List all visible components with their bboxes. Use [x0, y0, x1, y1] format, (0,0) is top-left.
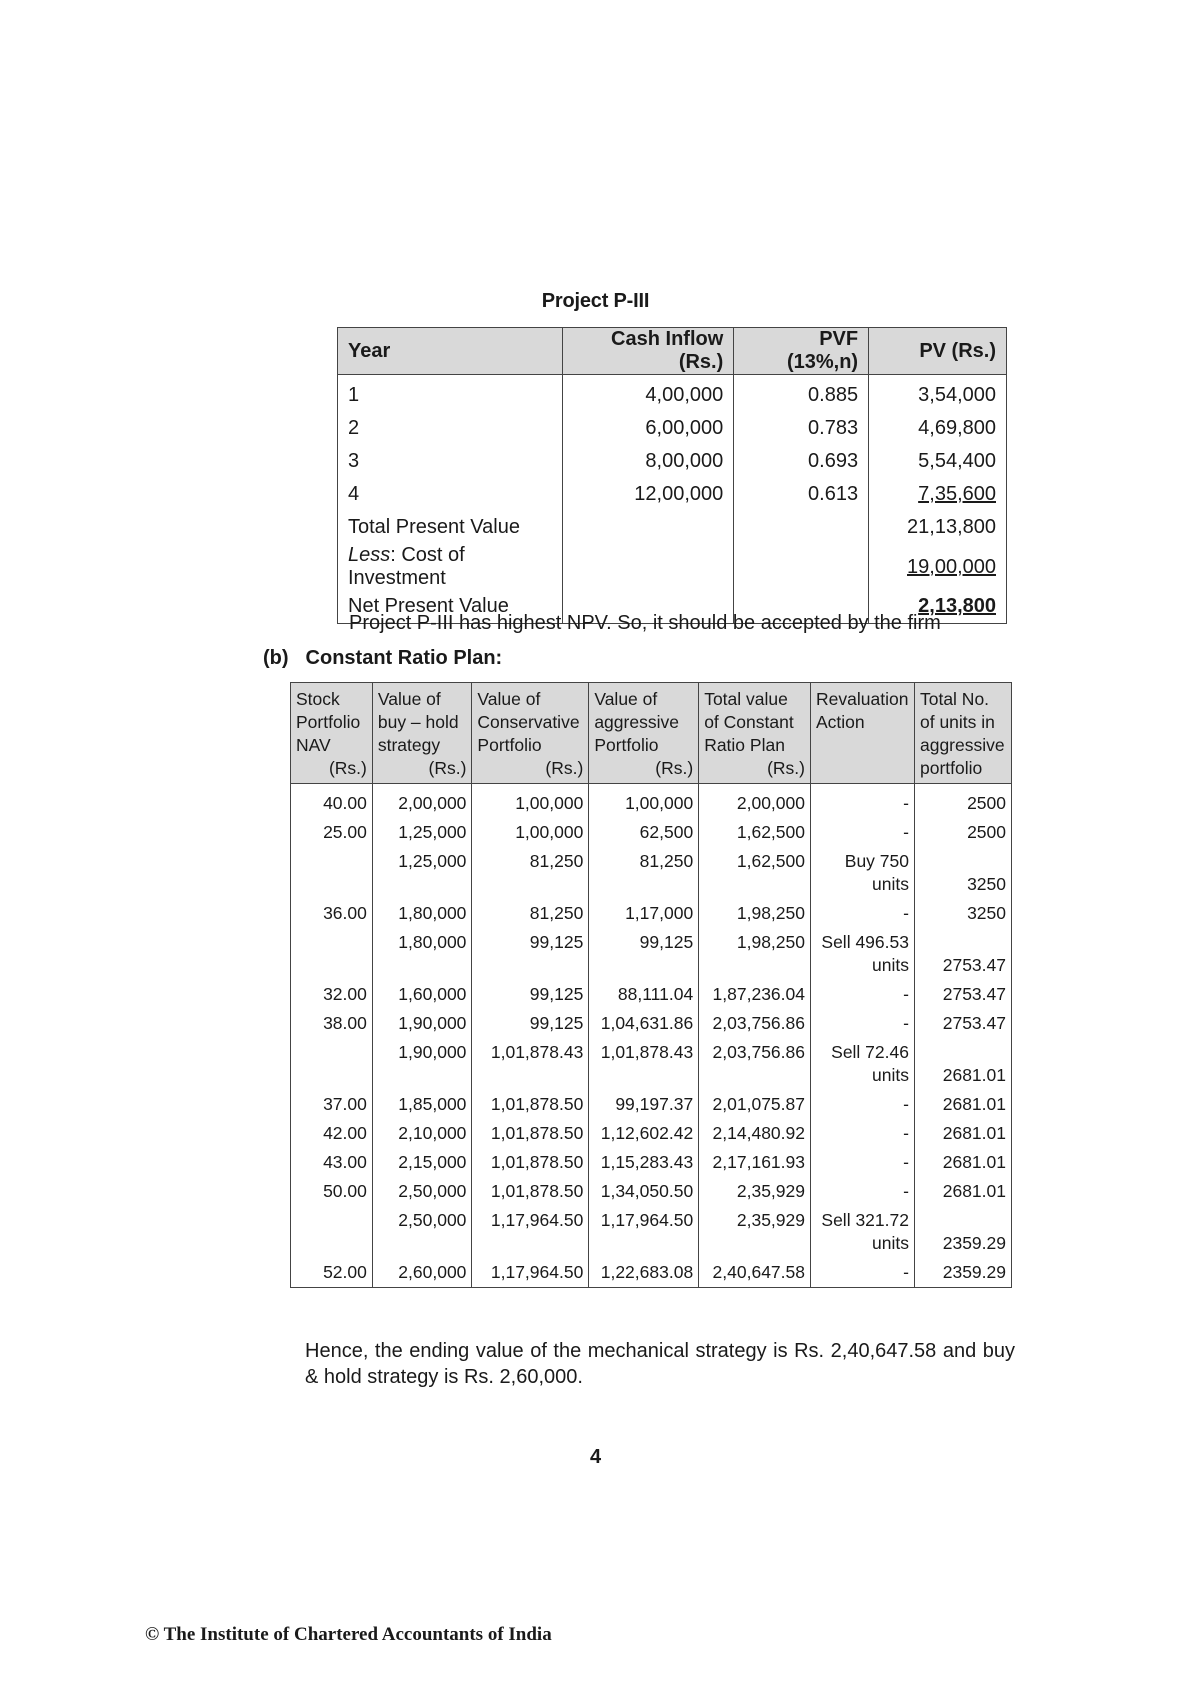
table-row — [338, 478, 1007, 511]
aggressive-cell: 1,04,631.86 — [589, 1009, 699, 1038]
revaluation-cell: - — [811, 899, 915, 928]
table-row — [291, 1090, 1012, 1119]
total-value-cell: 1,98,250 — [699, 899, 811, 928]
header-pv: PV (Rs.) — [869, 328, 1007, 375]
project-npv-table — [337, 327, 1007, 624]
buy-hold-cell: 2,50,000 — [372, 1177, 472, 1206]
buy-hold-cell: 2,15,000 — [372, 1148, 472, 1177]
aggressive-cell: 1,01,878.43 — [589, 1038, 699, 1090]
header-units: Total No. of units in aggressive portfolio — [914, 683, 1011, 784]
less-row — [338, 544, 1007, 590]
table-row — [291, 1119, 1012, 1148]
year-cell: 3 — [338, 445, 563, 478]
nav-cell — [291, 847, 373, 899]
units-cell: 2753.47 — [914, 1009, 1011, 1038]
total-value-cell: 2,17,161.93 — [699, 1148, 811, 1177]
buy-hold-cell: 1,80,000 — [372, 899, 472, 928]
total-row — [338, 511, 1007, 544]
conservative-cell: 1,01,878.50 — [472, 1119, 589, 1148]
nav-cell: 50.00 — [291, 1177, 373, 1206]
header-year: Year — [338, 328, 563, 375]
nav-cell: 40.00 — [291, 784, 373, 819]
buy-hold-cell: 1,90,000 — [372, 1009, 472, 1038]
cash-inflow-cell: 6,00,000 — [562, 412, 734, 445]
units-cell: 2681.01 — [914, 1148, 1011, 1177]
revaluation-cell: - — [811, 1090, 915, 1119]
buy-hold-cell: 1,60,000 — [372, 980, 472, 1009]
year-cell: 2 — [338, 412, 563, 445]
nav-cell — [291, 928, 373, 980]
table-row — [338, 445, 1007, 478]
conservative-cell: 1,17,964.50 — [472, 1206, 589, 1258]
table-row — [291, 899, 1012, 928]
nav-cell: 52.00 — [291, 1258, 373, 1288]
less-value: 19,00,000 — [869, 544, 1007, 590]
section-marker: (b) — [263, 647, 289, 669]
buy-hold-cell: 1,90,000 — [372, 1038, 472, 1090]
pv-cell: 4,69,800 — [869, 412, 1007, 445]
conservative-cell: 81,250 — [472, 899, 589, 928]
units-cell: 2359.29 — [914, 1206, 1011, 1258]
header-pvf: PVF (13%,n) — [734, 328, 869, 375]
total-value-cell: 2,35,929 — [699, 1206, 811, 1258]
table-row — [291, 847, 1012, 899]
cash-inflow-cell: 12,00,000 — [562, 478, 734, 511]
aggressive-cell: 88,111.04 — [589, 980, 699, 1009]
conservative-cell: 1,01,878.50 — [472, 1177, 589, 1206]
revaluation-cell: Sell 496.53 units — [811, 928, 915, 980]
conservative-cell: 99,125 — [472, 928, 589, 980]
aggressive-cell: 1,34,050.50 — [589, 1177, 699, 1206]
revaluation-cell: Sell 72.46 units — [811, 1038, 915, 1090]
nav-cell: 36.00 — [291, 899, 373, 928]
less-label: Less: Cost of Investment — [338, 544, 563, 590]
pv-cell: 5,54,400 — [869, 445, 1007, 478]
project-note: Project P-III has highest NPV. So, it should be accepted by the firm — [349, 612, 941, 634]
conservative-cell: 1,00,000 — [472, 818, 589, 847]
section-title: Constant Ratio Plan: — [305, 647, 503, 669]
aggressive-cell: 1,17,000 — [589, 899, 699, 928]
footer-copyright: © The Institute of Chartered Accountants of India — [145, 1624, 552, 1645]
pv-cell: 3,54,000 — [869, 375, 1007, 413]
header-conservative: Value of Conservative Portfolio (Rs.) — [472, 683, 589, 784]
npv-label: Net Present Value — [338, 590, 563, 624]
total-value-cell: 2,03,756.86 — [699, 1038, 811, 1090]
buy-hold-cell: 2,10,000 — [372, 1119, 472, 1148]
conservative-cell: 1,01,878.50 — [472, 1148, 589, 1177]
header-revaluation: Revaluation Action — [811, 683, 915, 784]
units-cell: 2681.01 — [914, 1119, 1011, 1148]
total-value-cell: 2,01,075.87 — [699, 1090, 811, 1119]
table-row — [291, 818, 1012, 847]
total-value-cell: 2,14,480.92 — [699, 1119, 811, 1148]
revaluation-cell: Sell 321.72 units — [811, 1206, 915, 1258]
revaluation-cell: - — [811, 818, 915, 847]
total-value-cell: 1,62,500 — [699, 818, 811, 847]
nav-cell — [291, 1206, 373, 1258]
total-value-cell: 2,40,647.58 — [699, 1258, 811, 1288]
units-cell: 3250 — [914, 899, 1011, 928]
nav-cell: 38.00 — [291, 1009, 373, 1038]
buy-hold-cell: 1,85,000 — [372, 1090, 472, 1119]
pv-value: 7,35,600 — [918, 483, 996, 505]
header-cash-inflow: Cash Inflow (Rs.) — [562, 328, 734, 375]
pvf-cell: 0.885 — [734, 375, 869, 413]
units-cell: 2681.01 — [914, 1090, 1011, 1119]
npv-value: 2,13,800 — [869, 590, 1007, 624]
table-row — [291, 1148, 1012, 1177]
aggressive-cell: 99,125 — [589, 928, 699, 980]
revaluation-cell: Buy 750 units — [811, 847, 915, 899]
total-value-cell: 1,87,236.04 — [699, 980, 811, 1009]
project-title: Project P-III — [541, 290, 650, 312]
conservative-cell: 1,01,878.50 — [472, 1090, 589, 1119]
units-cell: 3250 — [914, 847, 1011, 899]
total-value-cell: 1,62,500 — [699, 847, 811, 899]
units-cell: 2500 — [914, 784, 1011, 819]
total-value-cell: 1,98,250 — [699, 928, 811, 980]
conclusion-text: Hence, the ending value of the mechanical strategy is Rs. 2,40,647.58 and buy & hold strategy is Rs. 2,60,000. — [305, 1340, 1015, 1388]
aggressive-cell: 99,197.37 — [589, 1090, 699, 1119]
year-cell: 4 — [338, 478, 563, 511]
revaluation-cell: - — [811, 1009, 915, 1038]
pvf-cell: 0.613 — [734, 478, 869, 511]
table-header-row — [338, 328, 1007, 375]
header-nav: Stock Portfolio NAV (Rs.) — [291, 683, 373, 784]
table-row — [291, 980, 1012, 1009]
pvf-cell: 0.783 — [734, 412, 869, 445]
table-row — [291, 784, 1012, 819]
header-total-value: Total value of Constant Ratio Plan (Rs.) — [699, 683, 811, 784]
units-cell: 2500 — [914, 818, 1011, 847]
revaluation-cell: - — [811, 1258, 915, 1288]
aggressive-cell: 1,15,283.43 — [589, 1148, 699, 1177]
table-row — [291, 1038, 1012, 1090]
table-row — [291, 1206, 1012, 1258]
revaluation-cell: - — [811, 980, 915, 1009]
total-value-cell: 2,35,929 — [699, 1177, 811, 1206]
pv-cell — [869, 478, 1007, 511]
buy-hold-cell: 1,80,000 — [372, 928, 472, 980]
table-header-row — [291, 683, 1012, 784]
revaluation-cell: - — [811, 1148, 915, 1177]
page-number: 4 — [589, 1446, 602, 1468]
units-cell: 2359.29 — [914, 1258, 1011, 1288]
cash-inflow-cell: 8,00,000 — [562, 445, 734, 478]
units-cell: 2753.47 — [914, 928, 1011, 980]
aggressive-cell: 62,500 — [589, 818, 699, 847]
buy-hold-cell: 1,25,000 — [372, 818, 472, 847]
revaluation-cell: - — [811, 1119, 915, 1148]
total-value: 21,13,800 — [869, 511, 1007, 544]
aggressive-cell: 81,250 — [589, 847, 699, 899]
total-value-cell: 2,00,000 — [699, 784, 811, 819]
total-label: Total Present Value — [338, 511, 563, 544]
conservative-cell: 99,125 — [472, 1009, 589, 1038]
nav-cell — [291, 1038, 373, 1090]
nav-cell: 37.00 — [291, 1090, 373, 1119]
header-buy-hold: Value of buy – hold strategy (Rs.) — [372, 683, 472, 784]
nav-cell: 25.00 — [291, 818, 373, 847]
table-row — [338, 375, 1007, 413]
aggressive-cell: 1,00,000 — [589, 784, 699, 819]
table-row — [291, 1258, 1012, 1288]
units-cell: 2753.47 — [914, 980, 1011, 1009]
revaluation-cell: - — [811, 784, 915, 819]
conservative-cell: 81,250 — [472, 847, 589, 899]
aggressive-cell: 1,12,602.42 — [589, 1119, 699, 1148]
conservative-cell: 99,125 — [472, 980, 589, 1009]
header-aggressive: Value of aggressive Portfolio (Rs.) — [589, 683, 699, 784]
buy-hold-cell: 2,00,000 — [372, 784, 472, 819]
table-row — [291, 1009, 1012, 1038]
total-value-cell: 2,03,756.86 — [699, 1009, 811, 1038]
table-row — [338, 412, 1007, 445]
aggressive-cell: 1,17,964.50 — [589, 1206, 699, 1258]
buy-hold-cell: 1,25,000 — [372, 847, 472, 899]
nav-cell: 43.00 — [291, 1148, 373, 1177]
conservative-cell: 1,01,878.43 — [472, 1038, 589, 1090]
section-heading — [263, 647, 502, 670]
table-row — [291, 928, 1012, 980]
units-cell: 2681.01 — [914, 1177, 1011, 1206]
conservative-cell: 1,00,000 — [472, 784, 589, 819]
constant-ratio-table — [290, 682, 1012, 1288]
units-cell: 2681.01 — [914, 1038, 1011, 1090]
year-cell: 1 — [338, 375, 563, 413]
conservative-cell: 1,17,964.50 — [472, 1258, 589, 1288]
buy-hold-cell: 2,50,000 — [372, 1206, 472, 1258]
revaluation-cell: - — [811, 1177, 915, 1206]
nav-cell: 32.00 — [291, 980, 373, 1009]
aggressive-cell: 1,22,683.08 — [589, 1258, 699, 1288]
table-row — [291, 1177, 1012, 1206]
pvf-cell: 0.693 — [734, 445, 869, 478]
buy-hold-cell: 2,60,000 — [372, 1258, 472, 1288]
nav-cell: 42.00 — [291, 1119, 373, 1148]
cash-inflow-cell: 4,00,000 — [562, 375, 734, 413]
